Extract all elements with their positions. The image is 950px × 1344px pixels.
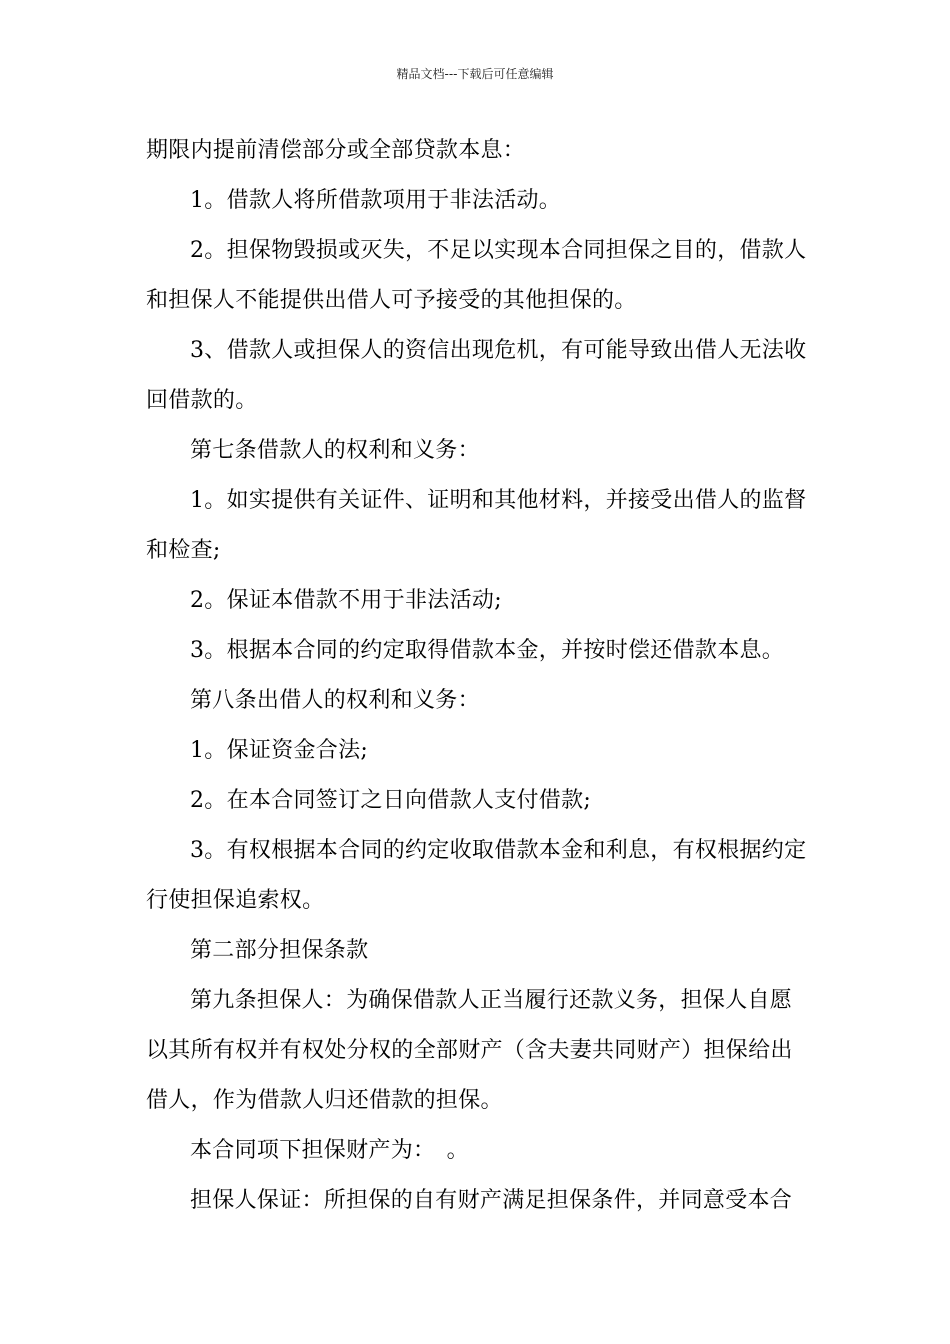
paragraph-11: 2。在本合同签订之日向借款人支付借款;	[190, 788, 592, 813]
page-header: 精品文档---下载后可任意编辑	[396, 67, 554, 81]
section-heading-article-8: 第八条出借人的权利和义务：	[190, 688, 480, 713]
paragraph-10: 1。保证资金合法;	[190, 738, 369, 763]
paragraph-2: 1。借款人将所借款项用于非法活动。	[190, 188, 562, 213]
paragraph-3: 2。担保物毁损或灭失，不足以实现本合同担保之目的，借款人和担保人不能提供出借人可予接受的其他担保的。	[146, 238, 807, 313]
paragraph-8: 3。根据本合同的约定取得借款本金，并按时偿还借款本息。	[190, 638, 785, 663]
paragraph-4: 3、借款人或担保人的资信出现危机，有可能导致出借人无法收回借款的。	[146, 338, 807, 413]
section-heading-article-7: 第七条借款人的权利和义务：	[190, 438, 480, 463]
paragraph-12: 3。有权根据本合同的约定收取借款本金和利息，有权根据约定行使担保追索权。	[146, 838, 807, 913]
paragraph-16: 担保人保证：所担保的自有财产满足担保条件，并同意受本合	[190, 1188, 793, 1213]
paragraph-7: 2。保证本借款不用于非法活动;	[190, 588, 502, 613]
paragraph-15: 本合同项下担保财产为： 。	[190, 1138, 469, 1163]
paragraph-6: 1。如实提供有关证件、证明和其他材料，并接受出借人的监督和检查;	[146, 488, 807, 563]
document-body	[146, 126, 810, 1226]
paragraph-1: 期限内提前清偿部分或全部贷款本息：	[146, 138, 526, 163]
section-heading-part-2: 第二部分担保条款	[190, 938, 369, 963]
paragraph-14: 第九条担保人：为确保借款人正当履行还款义务，担保人自愿以其所有权并有权处分权的全部财产（含夫妻共同财产）担保给出借人，作为借款人归还借款的担保。	[146, 988, 793, 1113]
